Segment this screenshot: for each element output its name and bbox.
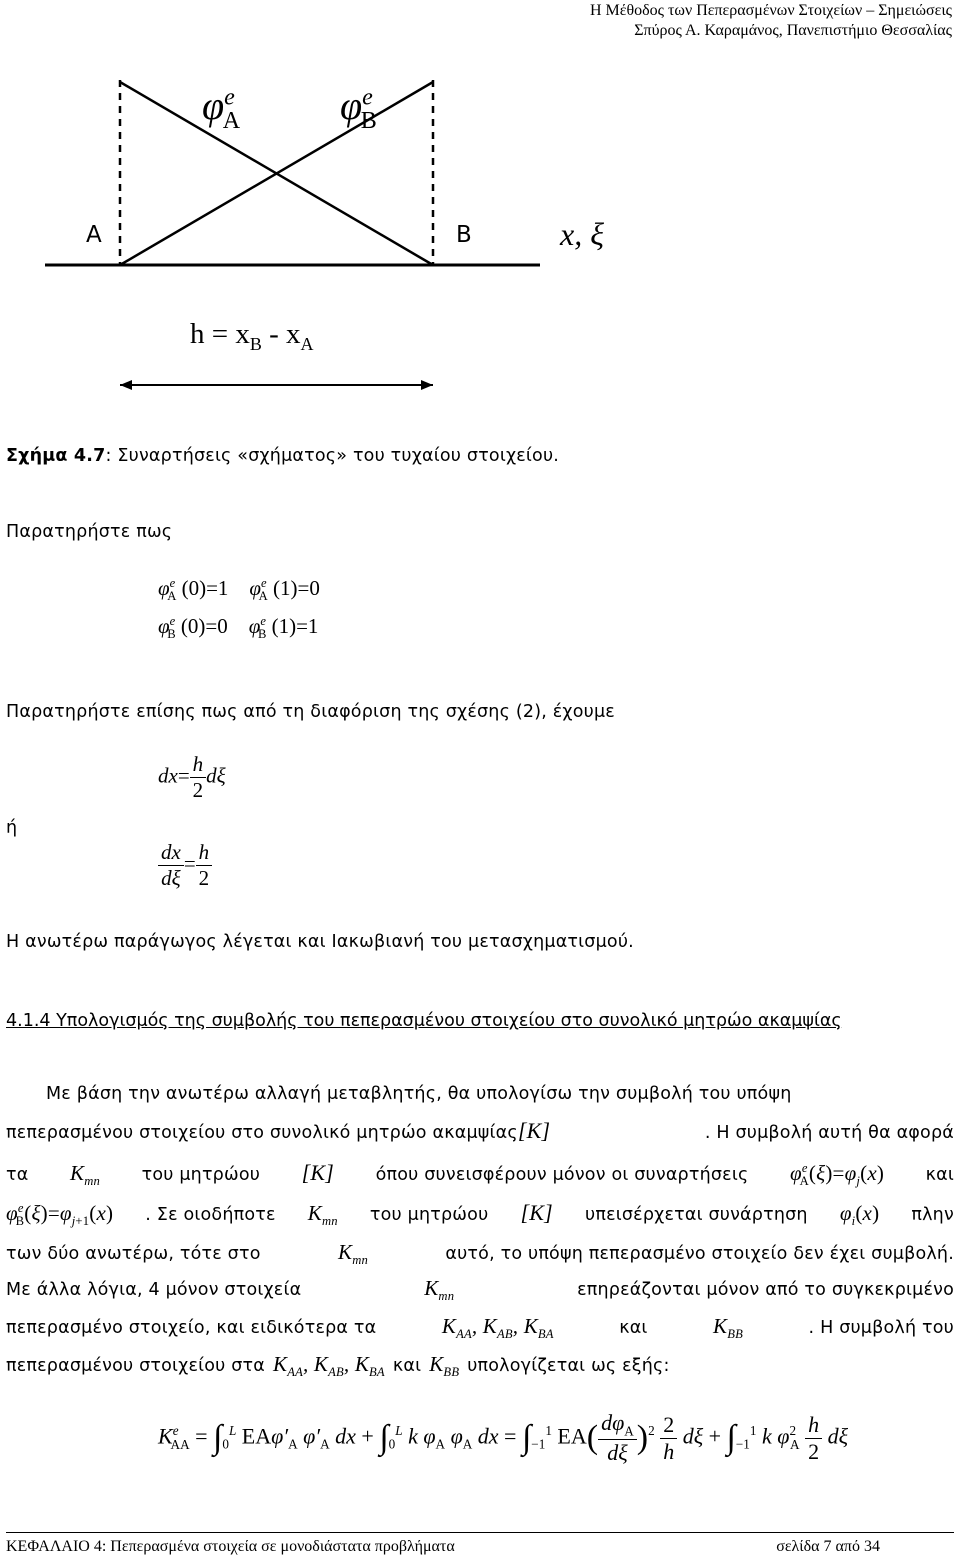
node-b-label: B [456, 222, 472, 248]
phi-a-label: $\varphi^e_A$ [202, 83, 241, 134]
equation-phi-a-values: $\varphi^e_A$ (0)=1 $\varphi^e_A$ (1)=0 [158, 576, 320, 604]
figure-caption: Σχήμα 4.7: Συναρτήσεις «σχήματος» του τυχαίου στοιχείου. [6, 446, 560, 466]
section-title: 4.1.4 Υπολογισμός της συμβολής του πεπερασμένου στοιχείου στο συνολικό μητρώο ακαμψίας [6, 1011, 842, 1031]
running-header-title: Η Μέθοδος των Πεπερασμένων Στοιχείων – Σημειώσεις [589, 2, 952, 19]
or-word: ή [6, 818, 18, 838]
body-line-1: Με βάση την ανωτέρω αλλαγή μεταβλητής, θα υπολογίσω την συμβολή του υπόψη [46, 1084, 792, 1104]
node-a-label: A [86, 222, 102, 248]
paragraph-observe: Παρατηρήστε πως [6, 522, 173, 542]
shape-functions-figure [0, 60, 960, 440]
element-length-equation: $h = x_B - x_A$ [190, 318, 314, 354]
body-line-6: Με άλλα λόγια, 4 μόνον στοιχεία $K_{mn}$ επηρεάζονται μόνον από το συγκεκριμένο [6, 1276, 954, 1304]
h-arrow-right [421, 380, 433, 390]
equation-phi-b-values: $\varphi^e_B$ (0)=0 $\varphi^e_B$ (1)=1 [158, 614, 319, 642]
phi-b-label: $\varphi^e_B$ [340, 83, 377, 134]
paragraph-jacobian: Η ανωτέρω παράγωγος λέγεται και Ιακωβιανή του μετασχηματισμού. [6, 932, 634, 952]
running-header-author: Σπύρος Α. Καραμάνος, Πανεπιστήμιο Θεσσαλίας [634, 22, 952, 39]
axis-label: x, ξ [560, 216, 604, 252]
body-line-7: πεπερασμένο στοιχείο, και ειδικότερα τα $K_{AA}$, $K_{AB}$, $K_{BA}$ και $K_{BB}$ . Η συμβολή του [6, 1314, 954, 1342]
equation-jacobian: $\frac{dx}{d\xi}$ = $\frac{h}{2}$ [158, 840, 212, 891]
body-line-8: πεπερασμένου στοιχείου στα $K_{AA}$, $K_{AB}$, $K_{BA}$ και $K_{BB}$ υπολογίζεται ως εξής: [6, 1352, 670, 1380]
equation-dx: dx= $\frac{h}{2}$ dξ [158, 752, 226, 802]
footer-chapter: ΚΕΦΑΛΑΙΟ 4: Πεπερασμένα στοιχεία σε μονοδιάστατα προβλήματα [6, 1538, 455, 1555]
footer-rule [6, 1532, 954, 1533]
body-line-2: πεπερασμένου στοιχείου στο συνολικό μητρώο ακαμψίας [K] . Η συμβολή αυτή θα αφορά [6, 1118, 954, 1143]
footer-page-number: σελίδα 7 από 34 [776, 1538, 880, 1555]
body-line-3: τα $K_{mn}$ του μητρώου [K] όπου συνεισφέρουν μόνον οι συναρτήσεις $\varphi^e_A(\xi)=\varphi_j(x)$ και [6, 1160, 954, 1189]
equation-stiffness-kaa: $K^e_{AA} = \int_0^L$ $EA\varphi'_A$ $\varphi'_A$ dx + $\int_0^L$ k $\varphi_A$ $\varphi_A$ dx = $\int_{-1}^1$ EA( $\frac{d\varphi_A}{d\xi}$ )$^2$ $\frac{2}{h}$ $d\xi + \int_{-1}^1$ k $\varphi^2_A$ $\frac{h}{2}$ dξ [158, 1410, 848, 1466]
body-line-4: $\varphi^e_B(\xi)=\varphi_{j+1}(x)$ . Σε οιοδήποτε $K_{mn}$ του μητρώου [K] υπεισέρχεται συνάρτηση $\varphi_i(x)$ πλην [6, 1200, 954, 1229]
paragraph-differentiation: Παρατηρήστε επίσης πως από τη διαφόριση της σχέσης (2), έχουμε [6, 702, 615, 722]
body-line-5: των δύο ανωτέρω, τότε στο $K_{mn}$ αυτό, το υπόψη πεπερασμένο στοιχείο δεν έχει συμβολή. [6, 1240, 954, 1268]
h-arrow-left [120, 380, 132, 390]
